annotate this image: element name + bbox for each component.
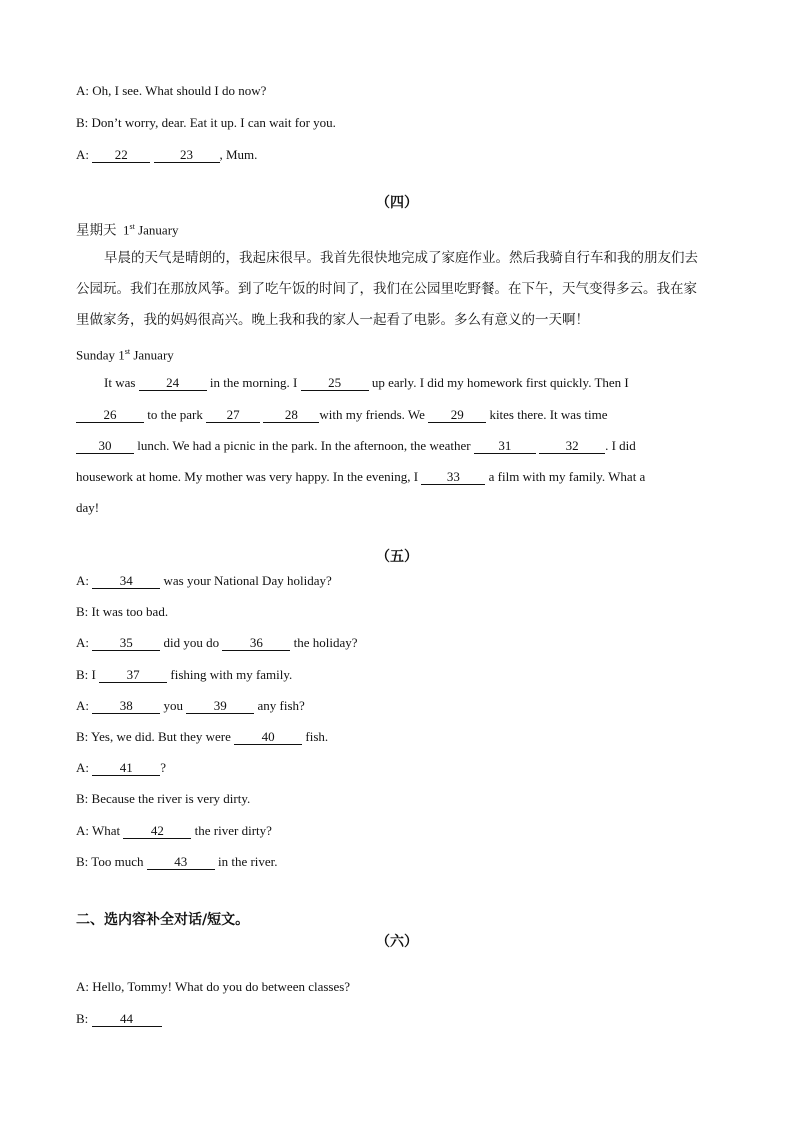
section-title: （六） — [376, 935, 418, 950]
part-heading: 二、选内容补全对话/短文。 — [76, 912, 250, 928]
blank-42[interactable]: 42 — [123, 824, 191, 839]
blank-33[interactable]: 33 — [421, 470, 485, 485]
dialogue-line: A: 38 you 39 any fish? — [76, 698, 305, 713]
dialogue-line: A: Oh, I see. What should I do now? — [76, 83, 267, 98]
blank-35[interactable]: 35 — [92, 636, 160, 651]
blank-24[interactable]: 24 — [139, 376, 207, 391]
blank-22[interactable]: 22 — [92, 148, 150, 163]
blank-40[interactable]: 40 — [234, 730, 302, 745]
passage-line: day! — [76, 500, 100, 515]
blank-38[interactable]: 38 — [92, 699, 160, 714]
section-title: （四） — [376, 196, 418, 211]
blank-41[interactable]: 41 — [92, 761, 160, 776]
dialogue-line: B: I 37 fishing with my family. — [76, 667, 293, 682]
blank-44[interactable]: 44 — [92, 1012, 162, 1027]
blank-25[interactable]: 25 — [301, 376, 369, 391]
chinese-paragraph-line: 早晨的天气是晴朗的，我起床很早。我首先很快地完成了家庭作业。然后我骑自行车和我的朋友们去 — [104, 250, 698, 266]
passage-line: It was 24 in the morning. I 25 up early. I did my homework first quickly. Then I — [104, 375, 629, 390]
blank-37[interactable]: 37 — [99, 668, 167, 683]
dialogue-line: B: Yes, we did. But they were 40 fish. — [76, 729, 329, 744]
blank-31[interactable]: 31 — [474, 439, 536, 454]
chinese-paragraph-line: 公园玩。我们在那放风筝。到了吃午饭的时间了，我们在公园里吃野餐。在下午，天气变得多云。我在家 — [76, 281, 697, 297]
passage-line: housework at home. My mother was very happy. In the evening, I 33 a film with my family. What a — [76, 469, 646, 484]
passage-line: 30 lunch. We had a picnic in the park. In the afternoon, the weather 31 32 . I did — [76, 438, 636, 454]
blank-39[interactable]: 39 — [186, 699, 254, 714]
dialogue-line: A: What 42 the river dirty? — [76, 823, 272, 838]
dialogue-line: A: 22 23 , Mum. — [76, 147, 258, 162]
blank-43[interactable]: 43 — [147, 855, 215, 870]
dialogue-line: A: 35 did you do 36 the holiday? — [76, 635, 358, 650]
blank-36[interactable]: 36 — [222, 636, 290, 651]
passage-line: 26 to the park 27 28 with my friends. We 29 kites there. It was time — [76, 407, 608, 423]
dialogue-line: A: 41 ? — [76, 760, 167, 775]
dialogue-line: A: Hello, Tommy! What do you do between classes? — [76, 979, 351, 994]
blank-34[interactable]: 34 — [92, 574, 160, 589]
blank-30[interactable]: 30 — [76, 439, 134, 454]
chinese-date: 星期天 1st January — [76, 222, 179, 239]
english-date: Sunday 1st January — [76, 347, 174, 363]
blank-23[interactable]: 23 — [154, 148, 220, 163]
dialogue-line: B: 44 — [76, 1011, 162, 1027]
section-title: （五） — [376, 550, 418, 565]
blank-27[interactable]: 27 — [206, 408, 260, 423]
blank-26[interactable]: 26 — [76, 408, 144, 423]
dialogue-line: B: Because the river is very dirty. — [76, 791, 251, 806]
dialogue-line: B: Don’t worry, dear. Eat it up. I can wait for you. — [76, 115, 336, 130]
dialogue-line: A: 34 was your National Day holiday? — [76, 573, 332, 588]
blank-32[interactable]: 32 — [539, 439, 605, 454]
dialogue-line: B: Too much 43 in the river. — [76, 854, 278, 869]
dialogue-line: B: It was too bad. — [76, 604, 169, 619]
chinese-paragraph-line: 里做家务，我的妈妈很高兴。晚上我和我的家人一起看了电影。多么有意义的一天啊！ — [76, 312, 589, 328]
blank-28[interactable]: 28 — [263, 408, 319, 423]
blank-29[interactable]: 29 — [428, 408, 486, 423]
